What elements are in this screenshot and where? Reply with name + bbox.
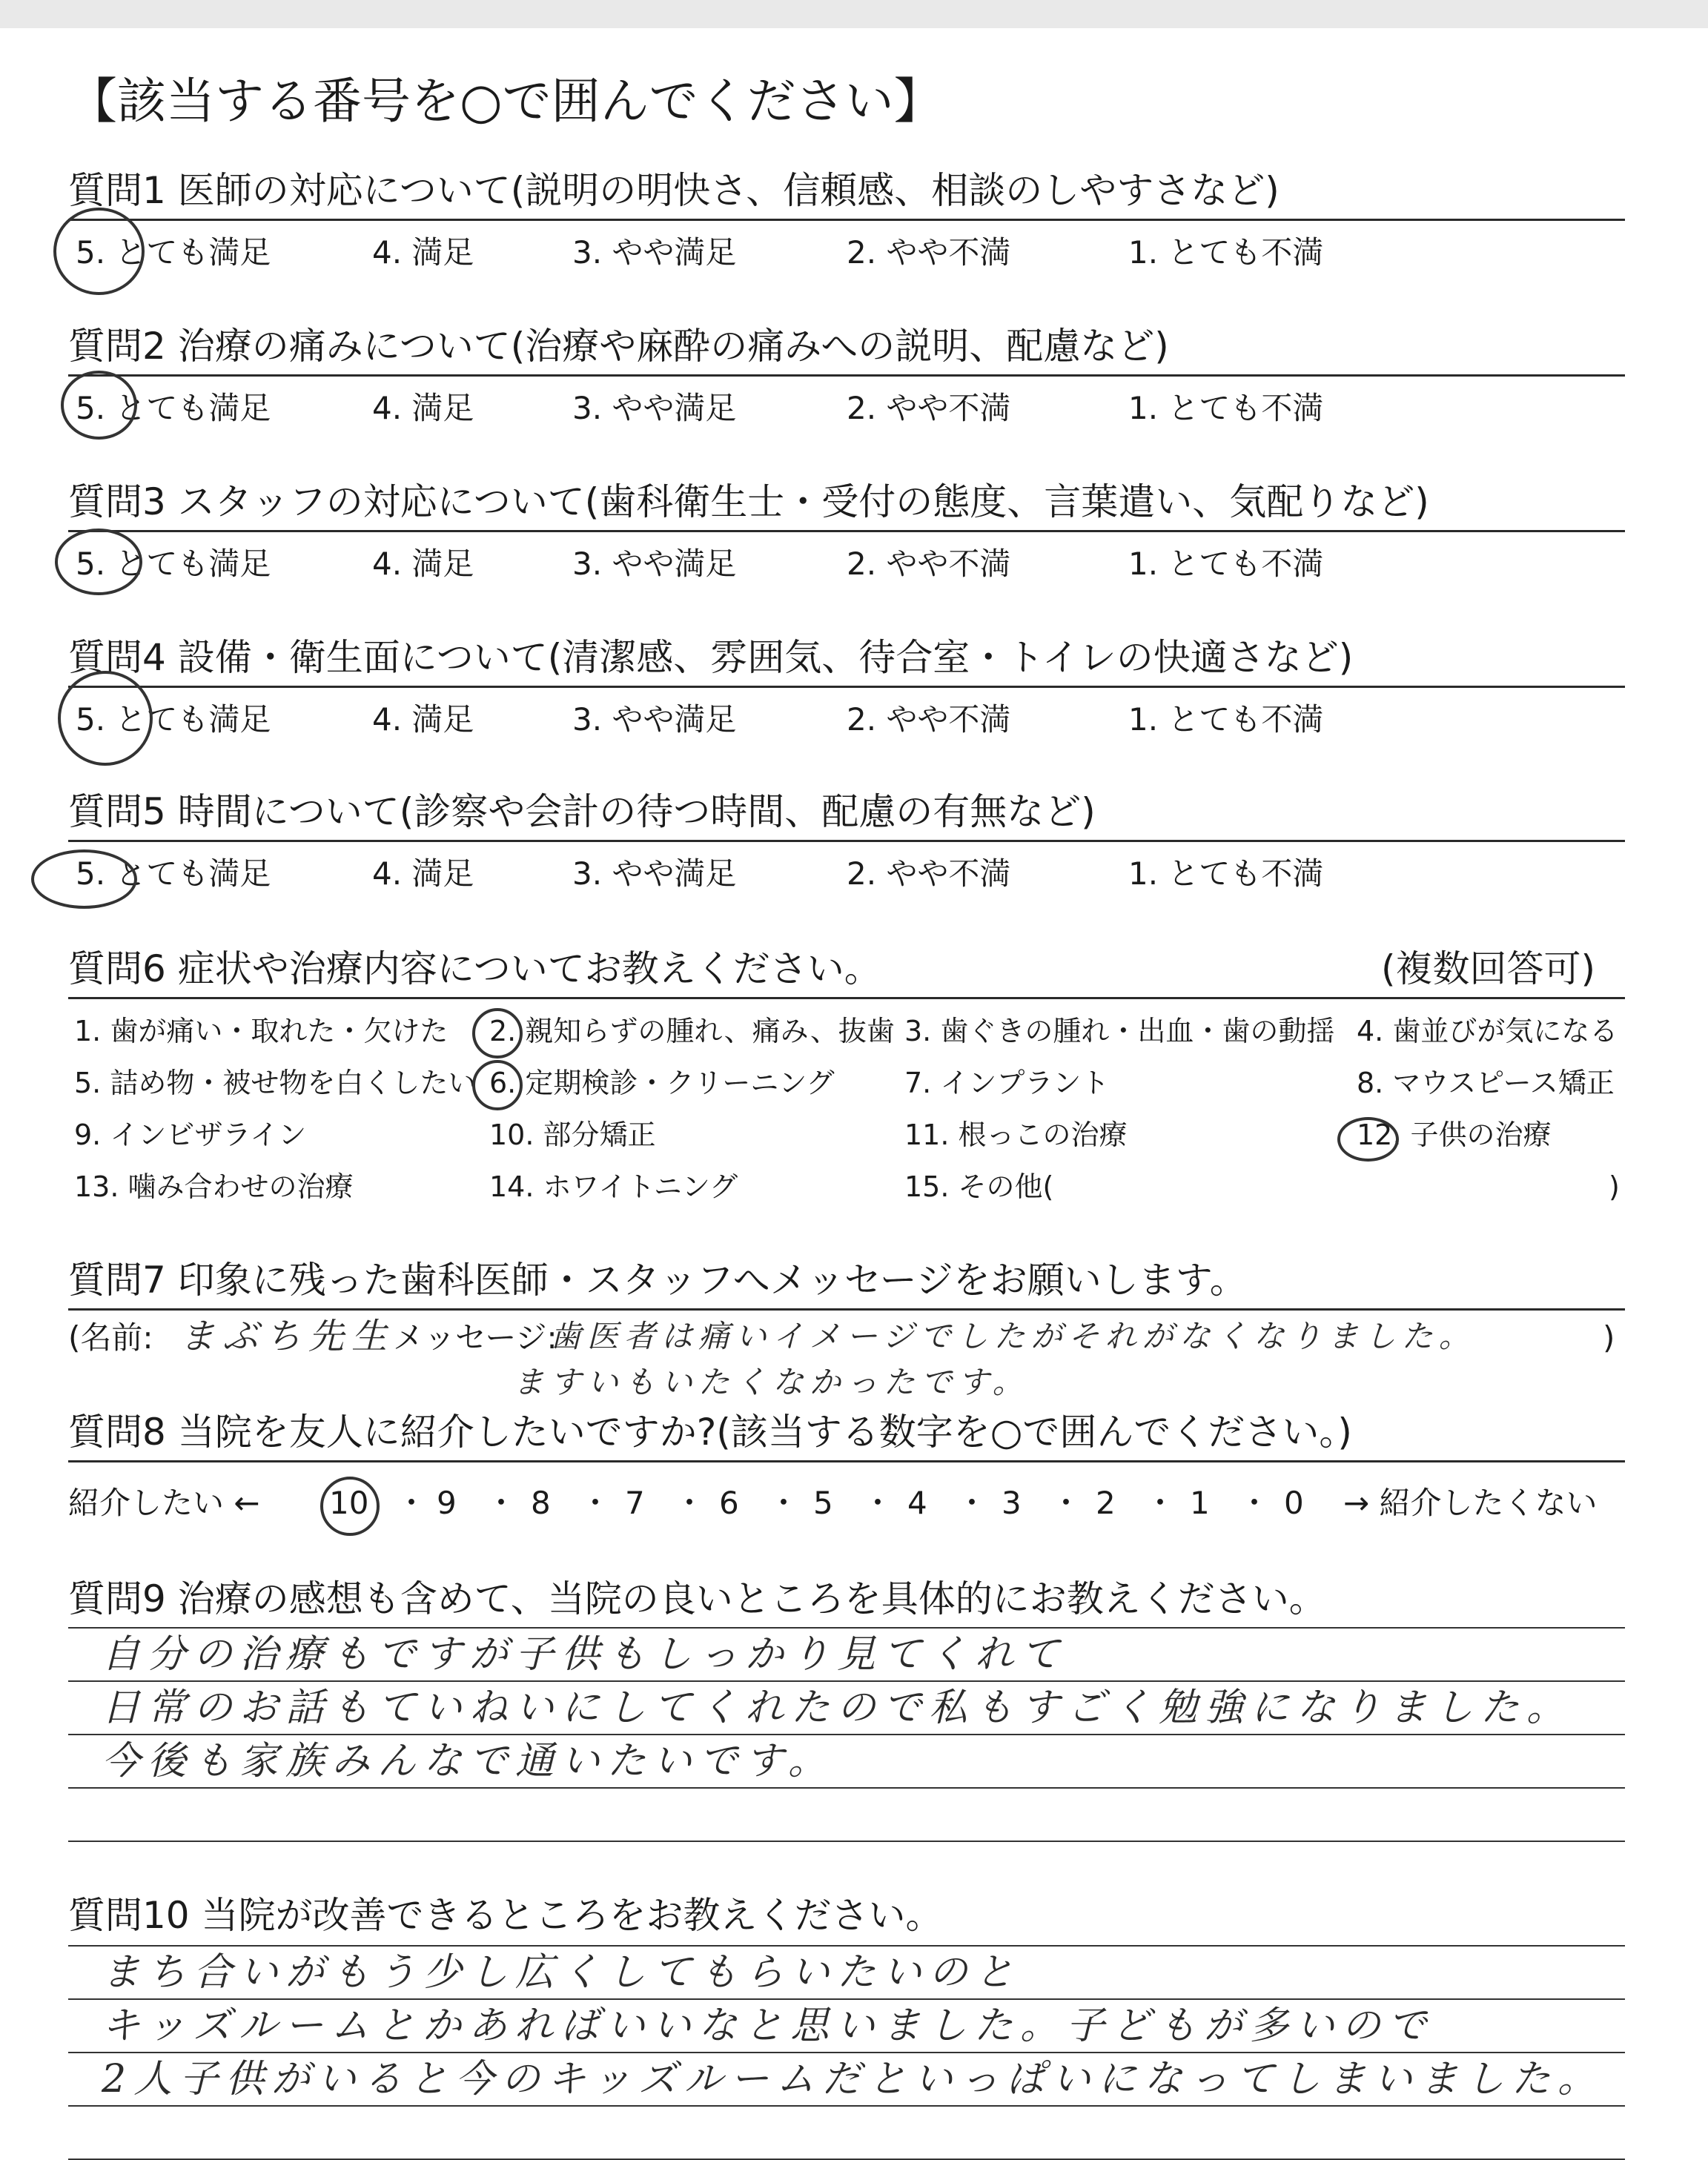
answer-line-2[interactable]: 日常のお話もていねいにしてくれたので私もすごく勉強になりました。: [102, 1686, 1573, 1730]
question-2-title: 質問2 治療の痛みについて(治療や麻酔の痛みへの説明、配慮など): [68, 325, 1169, 368]
scale-dot: ・: [396, 1485, 428, 1521]
question-8: [68, 1408, 1625, 1521]
message-close-paren: ): [1603, 1319, 1615, 1356]
scale-dot: ・: [768, 1485, 800, 1521]
question-7-title: 質問7 印象に残った歯科医師・スタッフへメッセージをお願いします。: [68, 1259, 1247, 1302]
scale-right-label: → 紹介したくない: [1343, 1485, 1598, 1521]
name-value[interactable]: まぶち先生: [179, 1316, 395, 1357]
scale-number-2[interactable]: 2: [1096, 1485, 1116, 1521]
scale-number-0[interactable]: 0: [1284, 1485, 1304, 1521]
option-5[interactable]: 5. とても満足: [76, 546, 271, 582]
selection-circle: [55, 529, 142, 595]
question-10-title: 質問10 当院が改善できるところをお教えください。: [68, 1894, 943, 1937]
name-label: (名前:: [68, 1319, 153, 1356]
option-5[interactable]: 5. とても満足: [76, 234, 271, 271]
answer-line-3[interactable]: 2人子供がいると今のキッズルームだといっぱいになってしまいました。: [102, 2057, 1604, 2101]
question-3: [68, 478, 1625, 582]
option-4[interactable]: 4. 満足: [372, 855, 474, 892]
symptom-option-9[interactable]: 9. インビザライン: [74, 1119, 307, 1151]
divider: [68, 219, 1625, 221]
option-5[interactable]: 5. とても満足: [76, 701, 271, 738]
divider: [68, 374, 1625, 377]
divider: [68, 997, 1625, 999]
option-1[interactable]: 1. とても不満: [1128, 701, 1324, 738]
message-line-2[interactable]: ますいもいたくなかったです。: [513, 1364, 1030, 1400]
option-1[interactable]: 1. とても不満: [1128, 234, 1324, 271]
scale-number-3[interactable]: 3: [1002, 1485, 1022, 1521]
option-4[interactable]: 4. 満足: [372, 701, 474, 738]
question-7: [68, 1256, 1625, 1400]
question-1-title: 質問1 医師の対応について(説明の明快さ、信頼感、相談のしやすさなど): [68, 169, 1280, 212]
answer-line-1[interactable]: 自分の治療もですが子供もしっかり見てくれて: [102, 1632, 1068, 1677]
selection-circle: [53, 208, 145, 295]
question-2: [68, 322, 1625, 426]
symptom-option-1[interactable]: 1. 歯が痛い・取れた・欠けた: [74, 1015, 448, 1047]
option-2[interactable]: 2. やや不満: [847, 855, 1011, 892]
question-5: [68, 788, 1625, 892]
question-4-title: 質問4 設備・衛生面について(清潔感、雰囲気、待合室・トイレの快適さなど): [68, 636, 1354, 679]
question-6-title: [68, 945, 1625, 993]
symptom-option-12[interactable]: 12. 子供の治療: [1357, 1119, 1552, 1151]
answer-line-2[interactable]: キッズルームとかあればいいなと思いました。子どもが多いので: [102, 2004, 1434, 2048]
selection-circle: [31, 849, 137, 909]
question-6: [68, 945, 1625, 1203]
question-4: [68, 634, 1625, 738]
option-3[interactable]: 3. やや満足: [572, 701, 737, 738]
answer-line-1[interactable]: まち合いがもう少し広くしてもらいたいのと: [102, 1950, 1022, 1995]
scale-dot: ・: [1145, 1485, 1176, 1521]
option-2[interactable]: 2. やや不満: [847, 701, 1011, 738]
scale-dot: ・: [1239, 1485, 1271, 1521]
option-5[interactable]: 5. とても満足: [76, 855, 271, 892]
other-close-paren: ): [1609, 1170, 1620, 1203]
symptom-option-8[interactable]: 8. マウスピース矯正: [1357, 1067, 1615, 1099]
scale-dot: ・: [580, 1485, 612, 1521]
answer-rule: [68, 1787, 1625, 1789]
option-1[interactable]: 1. とても不満: [1128, 546, 1324, 582]
selection-circle: [472, 1060, 523, 1110]
symptom-option-15[interactable]: 15. その他(: [904, 1170, 1054, 1203]
scale-number-10[interactable]: 10: [329, 1485, 369, 1521]
answer-rule: [68, 1841, 1625, 1842]
scale-dot: ・: [486, 1485, 517, 1521]
symptom-option-3[interactable]: 3. 歯ぐきの腫れ・出血・歯の動揺: [904, 1015, 1335, 1047]
scale-number-5[interactable]: 5: [813, 1485, 833, 1521]
scale-number-7[interactable]: 7: [625, 1485, 645, 1521]
message-row: [68, 1317, 1625, 1414]
option-3[interactable]: 3. やや満足: [572, 390, 737, 426]
symptom-option-2[interactable]: 2. 親知らずの腫れ、痛み、抜歯: [489, 1015, 895, 1047]
question-8-title: 質問8 当院を友人に紹介したいですか?(該当する数字を○で囲んでください。): [68, 1411, 1352, 1454]
symptom-option-14[interactable]: 14. ホワイトニング: [489, 1170, 738, 1203]
answer-line-3[interactable]: 今後も家族みんなで通いたいです。: [102, 1739, 834, 1783]
divider: [68, 1460, 1625, 1462]
symptom-option-13[interactable]: 13. 噛み合わせの治療: [74, 1170, 354, 1203]
symptom-option-4[interactable]: 4. 歯並びが気になる: [1357, 1015, 1618, 1047]
selection-circle: [1337, 1117, 1399, 1162]
scale-number-8[interactable]: 8: [531, 1485, 551, 1521]
question-3-title: 質問3 スタッフの対応について(歯科衛生士・受付の態度、言葉遣い、気配りなど): [68, 480, 1429, 523]
symptom-option-11[interactable]: 11. 根っこの治療: [904, 1119, 1128, 1151]
option-1[interactable]: 1. とても不満: [1128, 855, 1324, 892]
selection-circle: [320, 1477, 380, 1536]
scale-number-4[interactable]: 4: [907, 1485, 927, 1521]
question-10: [68, 1892, 1625, 2101]
option-2[interactable]: 2. やや不満: [847, 234, 1011, 271]
divider: [68, 530, 1625, 532]
option-3[interactable]: 3. やや満足: [572, 855, 737, 892]
option-4[interactable]: 4. 満足: [372, 234, 474, 271]
question-5-title: 質問5 時間について(診察や会計の待つ時間、配慮の有無など): [68, 790, 1096, 833]
option-3[interactable]: 3. やや満足: [572, 546, 737, 582]
scale-left-label: 紹介したい ←: [68, 1485, 260, 1521]
scale-number-9[interactable]: 9: [437, 1485, 457, 1521]
message-label: メッセージ:: [393, 1319, 557, 1356]
scale-dot: ・: [1050, 1485, 1082, 1521]
symptom-option-5[interactable]: 5. 詰め物・被せ物を白くしたい: [74, 1067, 477, 1099]
selection-circle: [61, 371, 137, 440]
message-line-1[interactable]: 歯医者は痛いイメージでしたがそれがなくなりました。: [550, 1318, 1476, 1354]
answer-rule: [68, 2105, 1625, 2107]
symptom-option-10[interactable]: 10. 部分矯正: [489, 1119, 656, 1151]
divider: [68, 1308, 1625, 1311]
option-1[interactable]: 1. とても不満: [1128, 390, 1324, 426]
scale-dot: ・: [956, 1485, 988, 1521]
option-2[interactable]: 2. やや不満: [847, 390, 1011, 426]
scale-number-6[interactable]: 6: [719, 1485, 739, 1521]
option-4[interactable]: 4. 満足: [372, 546, 474, 582]
divider: [68, 686, 1625, 688]
selection-circle: [58, 671, 153, 766]
option-5[interactable]: 5. とても満足: [76, 390, 271, 426]
scale-dot: ・: [862, 1485, 894, 1521]
option-2[interactable]: 2. やや不満: [847, 546, 1011, 582]
option-4[interactable]: 4. 満足: [372, 390, 474, 426]
scale-number-1[interactable]: 1: [1190, 1485, 1210, 1521]
question-9-title: 質問9 治療の感想も含めて、当院の良いところを具体的にお教えください。: [68, 1577, 1326, 1620]
divider: [68, 840, 1625, 842]
multiple-answers-note: (複数回答可): [1380, 947, 1595, 990]
selection-circle: [472, 1008, 523, 1059]
question-1: [68, 167, 1625, 271]
option-3[interactable]: 3. やや満足: [572, 234, 737, 271]
question-6-title-text: 質問6 症状や治療内容についてお教えください。: [68, 947, 881, 990]
recommend-scale: [68, 1482, 1625, 1527]
question-9: [68, 1575, 1625, 1783]
symptom-option-6[interactable]: 6. 定期検診・クリーニング: [489, 1067, 835, 1099]
scan-top-edge: [0, 0, 1708, 28]
page-title: 【該当する番号を○で囲んでください】: [68, 73, 943, 130]
scale-dot: ・: [674, 1485, 706, 1521]
symptom-option-7[interactable]: 7. インプラント: [904, 1067, 1110, 1099]
